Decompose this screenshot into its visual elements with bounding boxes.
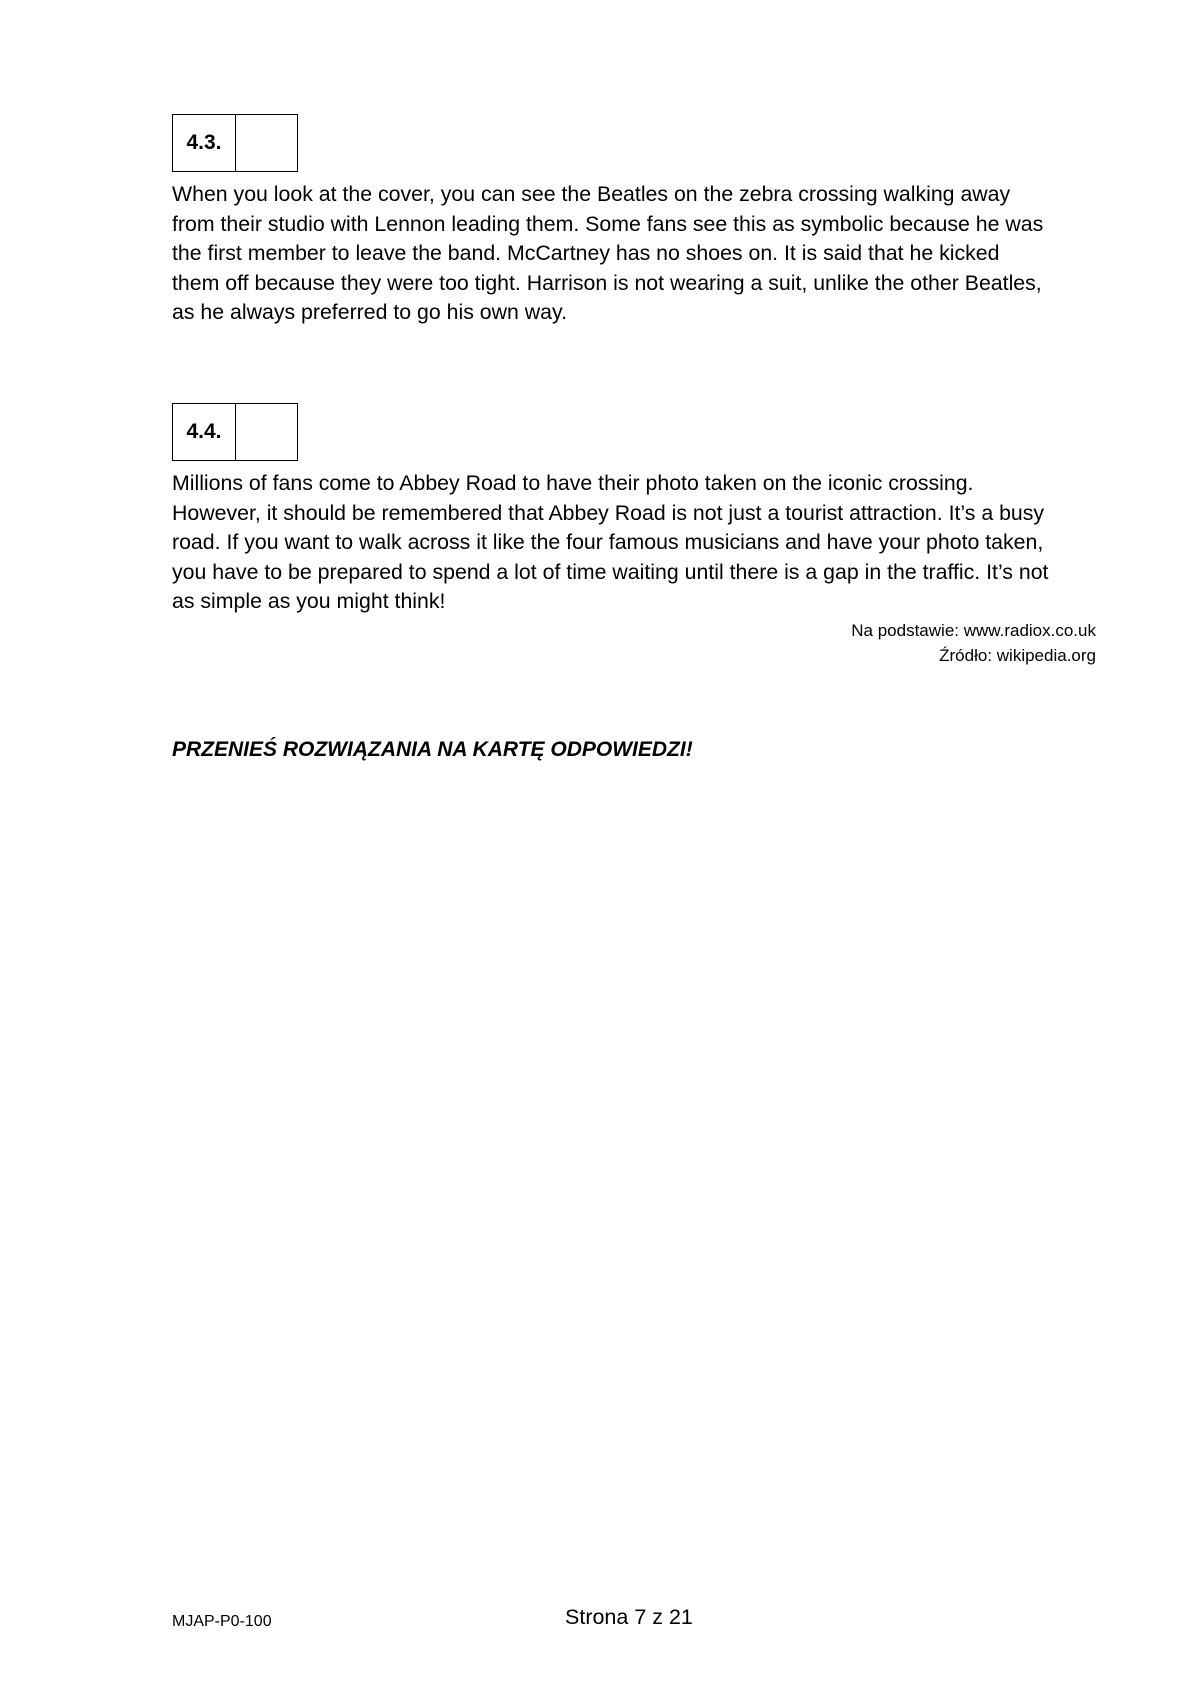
source-credits — [851, 618, 1096, 668]
page-number: Strona 7 z 21 — [565, 1605, 693, 1629]
task-number-box-4-4 — [172, 403, 298, 461]
text-line: Millions of fans come to Abbey Road to have their photo taken on the iconic crossing. — [172, 471, 974, 495]
transfer-instruction: PRZENIEŚ ROZWIĄZANIA NA KARTĘ ODPOWIEDZI! — [172, 738, 693, 761]
exam-code: MJAP-P0-100 — [172, 1613, 272, 1630]
text-line: When you look at the cover, you can see the Beatles on the zebra crossing walking away — [172, 182, 1011, 206]
task-number: 4.4. — [173, 404, 236, 460]
source-origin: Źródło: wikipedia.org — [939, 646, 1096, 665]
text-line: them off because they were too tight. Harrison is not wearing a suit, unlike the other Beatles, — [172, 270, 1042, 295]
text-line: However, it should be remembered that Abbey Road is not just a tourist attraction. It’s a busy — [172, 500, 1045, 525]
answer-cell[interactable] — [236, 115, 297, 171]
task-text-4-4 — [172, 469, 1102, 617]
task-text-4-3 — [172, 180, 1102, 328]
source-based-on: Na podstawie: www.radiox.co.uk — [851, 621, 1096, 640]
task-number-box-4-3 — [172, 114, 298, 172]
answer-cell[interactable] — [236, 404, 297, 460]
task-number: 4.3. — [173, 115, 236, 171]
text-line: you have to be prepared to spend a lot of time waiting until there is a gap in the traffic. It’s not — [172, 559, 1049, 584]
text-line: from their studio with Lennon leading them. Some fans see this as symbolic because he was — [172, 211, 1044, 236]
text-line: road. If you want to walk across it like the four famous musicians and have your photo taken, — [172, 530, 1044, 554]
text-line: the first member to leave the band. McCartney has no shoes on. It is said that he kicked — [172, 241, 1000, 265]
text-line: as simple as you might think! — [172, 589, 446, 613]
text-line: as he always preferred to go his own way. — [172, 300, 567, 324]
